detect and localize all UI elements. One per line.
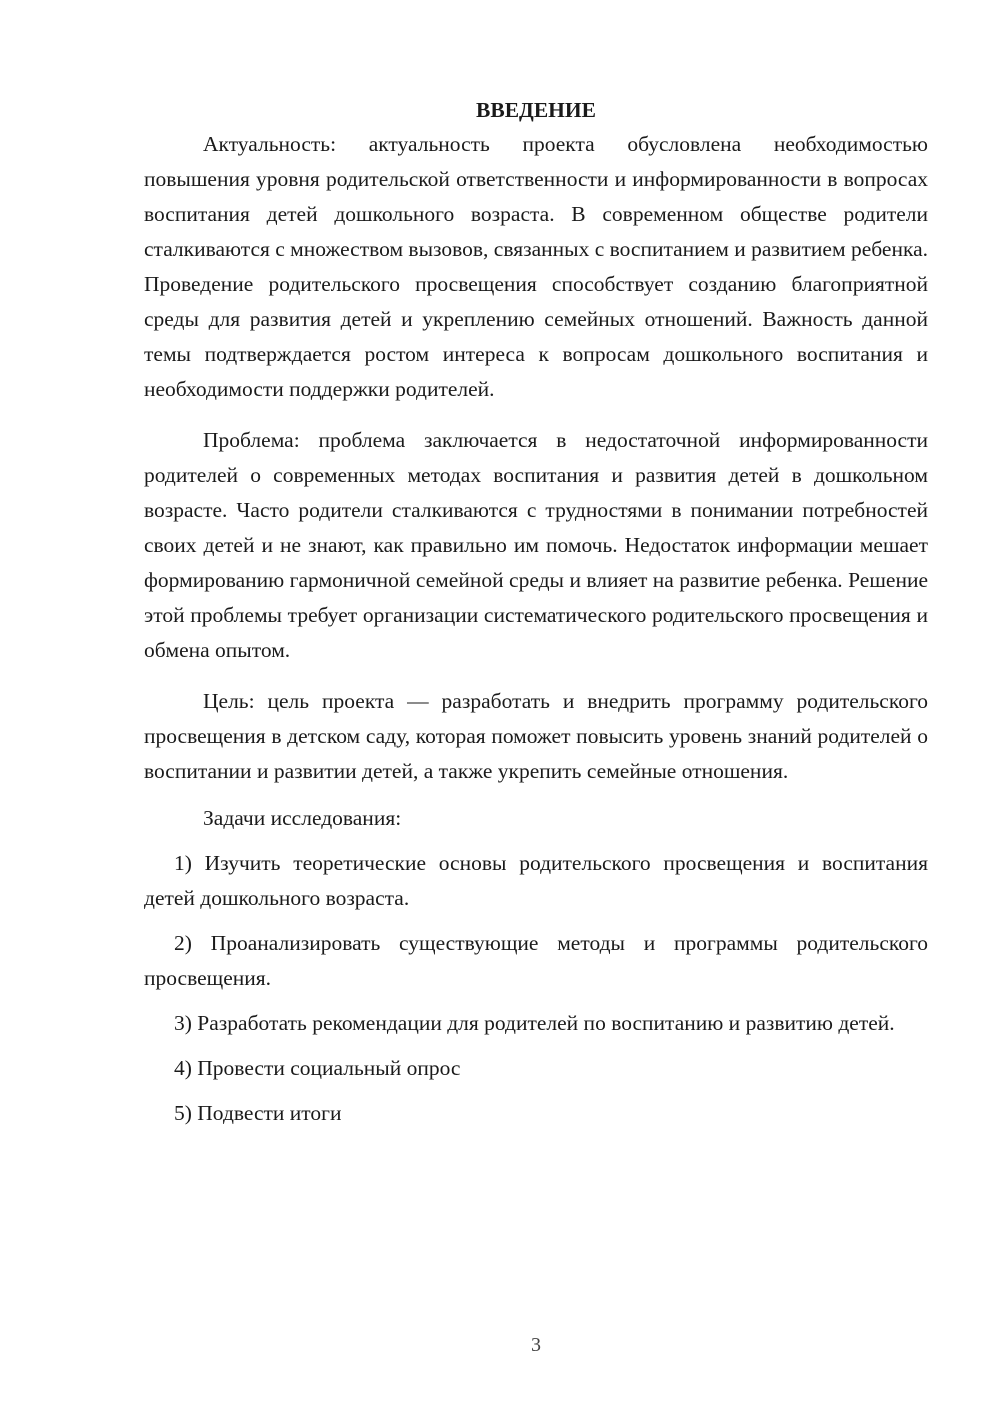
tasks-title: Задачи исследования: bbox=[203, 806, 402, 830]
task-item: 2) Проанализировать существующие методы и программы родительского просвещения. bbox=[144, 931, 928, 990]
document-page bbox=[144, 95, 928, 1131]
task-item: 5) Подвести итоги bbox=[174, 1101, 342, 1125]
task-item: 3) Разработать рекомендации для родителей по воспитанию и развитию детей. bbox=[174, 1011, 895, 1035]
document-heading: ВВЕДЕНИЕ bbox=[476, 98, 596, 122]
task-item: 4) Провести социальный опрос bbox=[174, 1056, 461, 1080]
paragraph-relevance: Актуальность: актуальность проекта обусловлена необходимостью повышения уровня родительской ответственности и информированности в вопросах воспитания детей дошкольного возраста. В современном обществе родители сталкиваются с множеством вызовов, связанных с воспитанием и развитием ребенка. Проведение родительского просвещения способствует созданию благоприятной среды для развития детей и укреплению семейных отношений. Важность данной темы подтверждается ростом интереса к вопросам дошкольного воспитания и необходимости поддержки родителей. bbox=[144, 132, 928, 401]
paragraph-problem: Проблема: проблема заключается в недостаточной информированности родителей о современных методах воспитания и развития детей в дошкольном возрасте. Часто родители сталкиваются с трудностями в понимании потребностей своих детей и не знают, как правильно им помочь. Недостаток информации мешает формированию гармоничной семейной среды и влияет на развитие ребенка. Решение этой проблемы требует организации систематического родительского просвещения и обмена опытом. bbox=[144, 428, 928, 662]
paragraph-goal: Цель: цель проекта — разработать и внедрить программу родительского просвещения в детском саду, которая поможет повысить уровень знаний родителей о воспитании и развитии детей, а также укрепить семейные отношения. bbox=[144, 689, 928, 783]
page-number: 3 bbox=[531, 1334, 541, 1356]
task-item: 1) Изучить теоретические основы родительского просвещения и воспитания детей дошкольного возраста. bbox=[144, 851, 928, 910]
